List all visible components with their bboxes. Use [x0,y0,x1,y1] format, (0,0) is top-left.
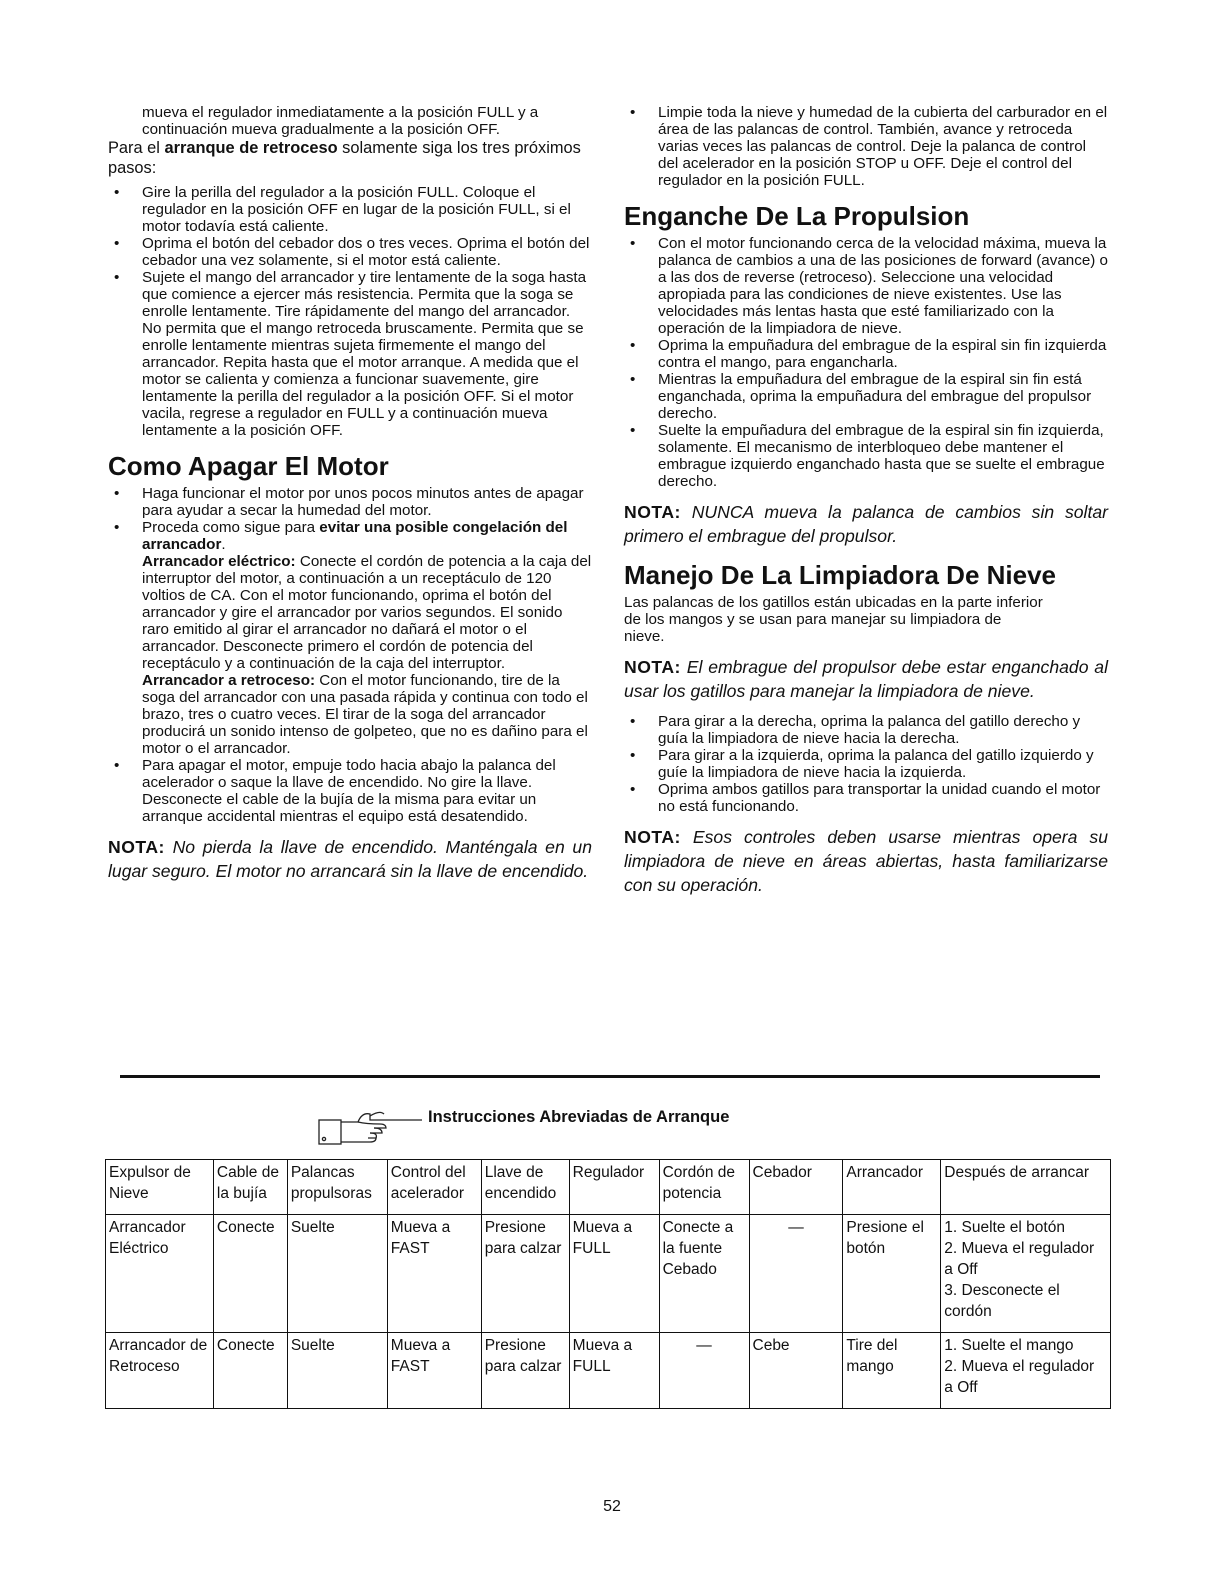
continued-step-text: mueva el regulador inmediatamente a la posición FULL y a continuación mueva gradualmente a la posición OFF. [142,104,539,138]
clean-carburetor-step [624,104,1108,189]
list-item: • Proceda como sigue para evitar una posible congelación del arrancador. Arrancador eléctrico: Conecte el cordón de potencia a la caja del interruptor del motor, a continuación a un receptáculo de 120 voltios de CA. Con el motor funcionando, oprima el botón del arrancador y gire el arrancador por varios segundos. El sonido raro emitido al girar el arrancador no dañará el motor o el arrancador. Desconecte primero el cordón de potencia del receptáculo y a continuación de la caja del interruptor. Arrancador a retroceso: Con el motor funcionando, tire de la soga del arrancador con una pasada rápida y continua con todo el brazo, tres o cuatro veces. El tirar de la soga del arrancador producirá un sonido intenso de golpeteo, que no es dañino para el motor o el arrancador. [108,519,592,757]
steering-steps [624,713,1108,815]
table-header-cell: Cable de la bujía [213,1160,287,1215]
table-header-cell: Después de arrancar [941,1160,1111,1215]
table-cell: 1. Suelte el botón 2. Mueva el regulador a Off 3. Desconecte el cordón [941,1215,1111,1333]
table-cell: Suelte [287,1333,387,1409]
list-item: • Suelte la empuñadura del embrague de la espiral sin fin izquierda, solamente. El mecanismo de interbloqueo debe mantener el embrague izquierdo enganchado hasta que se suelte el embrague derecho. [624,422,1108,490]
table-header-cell: Cordón de potencia [659,1160,749,1215]
electric-starter-text: Conecte el cordón de potencia a la caja del interruptor del motor, a continuación a un receptáculo de 120 voltios de CA. Con el motor funcionando, oprima el botón del arrancador y gire el arrancador por varios segundos. El sonido raro emitido al girar el arrancador no dañará el motor o el arrancador. Desconecte primero el cordón de potencia del receptáculo y a continuación de la caja del interruptor. [142,553,592,672]
heading-como-apagar: Como Apagar El Motor [108,451,389,481]
table-cell: Arrancador de Retroceso [106,1333,214,1409]
table-cell: Presione para calzar [481,1215,569,1333]
list-item: • Para girar a la izquierda, oprima la palanca del gatillo izquierdo y guíe la limpiadora de nieve hacia la izquierda. [624,747,1108,781]
recoil-starter-text: Con el motor funcionando, tire de la soga del arrancador con una pasada rápida y continua con todo el brazo, tres o cuatro veces. El tirar de la soga del arrancador producirá un sonido intenso de golpeteo, que no es dañino para el motor o el arrancador. [142,672,588,757]
table-cell: Arrancador Eléctrico [106,1215,214,1333]
drive-engage-steps [624,235,1108,490]
table-header-cell: Llave de encendido [481,1160,569,1215]
table-cell: — [659,1333,749,1409]
table-cell: Conecte a la fuente Cebado [659,1215,749,1333]
list-item: • Gire la perilla del regulador a la posición FULL. Coloque el regulador en la posición OFF en lugar de la posición FULL, si el motor todavía está caliente. [108,184,592,235]
list-item: • Sujete el mango del arrancador y tire lentamente de la soga hasta que comience a ejercer más resistencia. Permita que la soga se enrolle lentamente. Tire rápidamente del mango del arrancador. No permita que el mango retroceda bruscamente. Permita que se enrolle lentamente mientras sujeta firmemente el mango del arrancador. Repita hasta que el motor arranque. A medida que el motor se calienta y comienza a funcionar suavemente, gire lentamente la perilla del regulador a la posición OFF. Si el motor vacila, regrese a regulador en FULL y a continuación mueva lentamente a la posición OFF. [108,269,592,439]
list-item: • Con el motor funcionando cerca de la velocidad máxima, mueva la palanca de cambios a una de las posiciones de forward (avance) o a las dos de reverse (retroceso). Seleccione una velocidad apropiada para las condiciones de nieve existentes. Use las velocidades más lentas hasta que esté familiarizado con la operación de la limpiadora de nieve. [624,235,1108,337]
heading-enganche-propulsion: Enganche De La Propulsion [624,201,970,231]
table-cell: Presione el botón [843,1215,941,1333]
left-column [108,104,592,883]
recoil-starter-label: Arrancador a retroceso: [142,672,316,689]
table-row [106,1215,1111,1333]
table-cell: Mueva a FULL [569,1333,659,1409]
table-cell: Mueva a FULL [569,1215,659,1333]
table-cell: Conecte [213,1215,287,1333]
table-header-cell: Expulsor de Nieve [106,1160,214,1215]
nota-shift-lever: NOTA: NUNCA mueva la palanca de cambios sin soltar primero el embrague del propulsor. [624,502,1108,546]
table-cell: Mueva a FAST [387,1333,481,1409]
table-header-cell: Palancas propulsoras [287,1160,387,1215]
table-header-cell: Control del acelerador [387,1160,481,1215]
heading-manejo-limpiadora: Manejo De La Limpiadora De Nieve [624,560,1057,590]
pointing-hand-icon [318,1106,422,1146]
table-cell: Tire del mango [843,1333,941,1409]
table-header-cell: Cebador [749,1160,843,1215]
right-column [624,104,1108,897]
table-header-cell: Arrancador [843,1160,941,1215]
table-cell: Conecte [213,1333,287,1409]
electric-starter-label: Arrancador eléctrico: [142,553,296,570]
section-divider [120,1075,1100,1078]
list-item: • Limpie toda la nieve y humedad de la cubierta del carburador en el área de las palancas de control. También, avance y retroceda varias veces las palancas de control. Deje la palanca de control del acelerador en la posición STOP u OFF. Deje el control del regulador en la posición FULL. [624,104,1108,189]
table-cell: Cebe [749,1333,843,1409]
table-row [106,1333,1111,1409]
nota-key: NOTA: No pierda la llave de encendido. Manténgala en un lugar seguro. El motor no arrancará sin la llave de encendido. [108,837,592,881]
steering-intro: Las palancas de los gatillos están ubicadas en la parte inferior de los mangos y se usan para manejar su limpiadora de nieve. [624,594,1043,645]
list-item: • Para girar a la derecha, oprima la palanca del gatillo derecho y guía la limpiadora de nieve hacia la derecha. [624,713,1108,747]
recoil-start-steps [108,184,592,439]
nota-drive-engaged: NOTA: El embrague del propulsor debe estar enganchado al usar los gatillos para manejar la limpiadora de nieve. [624,657,1108,701]
table-cell: Mueva a FAST [387,1215,481,1333]
table-header-row [106,1160,1111,1215]
page-number: 52 [603,1498,621,1515]
table-header-cell: Regulador [569,1160,659,1215]
table-cell: Presione para calzar [481,1333,569,1409]
list-item: • Oprima ambos gatillos para transportar la unidad cuando el motor no está funcionando. [624,781,1108,815]
list-item: • Para apagar el motor, empuje todo hacia abajo la palanca del acelerador o saque la llave de encendido. No gire la llave. Desconecte el cable de la bujía de la misma para evitar un arranque accidental mientras el equipo está desatendido. [108,757,592,825]
stop-engine-steps [108,485,592,825]
nota-open-areas: NOTA: Esos controles deben usarse mientras opera su limpiadora de nieve en áreas abiertas, hasta familiarizarse con su operación. [624,827,1108,895]
list-item: • Oprima el botón del cebador dos o tres veces. Oprima el botón del cebador una vez solamente, si el motor está caliente. [108,235,592,269]
table-cell: Suelte [287,1215,387,1333]
table-cell: — [749,1215,843,1333]
recoil-start-intro: Para el arranque de retroceso solamente siga los tres próximos pasos: [108,139,581,177]
quick-start-table [105,1159,1111,1409]
list-item: • Haga funcionar el motor por unos pocos minutos antes de apagar para ayudar a secar la humedad del motor. [108,485,592,519]
table-cell: 1. Suelte el mango 2. Mueva el regulador a Off [941,1333,1111,1409]
list-item: • Mientras la empuñadura del embrague de la espiral sin fin está enganchada, oprima la empuñadura del embrague del propulsor derecho. [624,371,1108,422]
list-item: • Oprima la empuñadura del embrague de la espiral sin fin izquierda contra el mango, para engancharla. [624,337,1108,371]
quick-start-title: Instrucciones Abreviadas de Arranque [318,1106,729,1146]
